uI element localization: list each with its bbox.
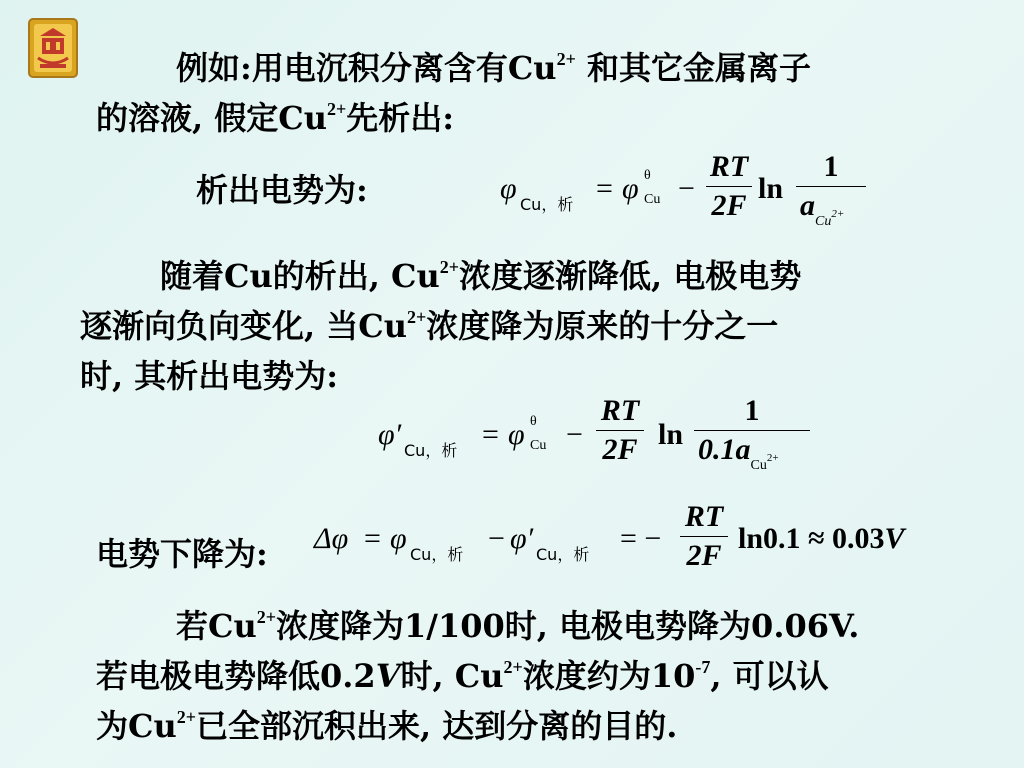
conclusion-line-2-text-a: 若电极电势降低0.2 [96,657,376,695]
superscript: 2+ [439,257,460,277]
result-value: ln0.1 ≈ 0.03 [738,522,885,555]
inner-fraction [694,394,810,473]
superscript: 2+ [407,307,427,327]
fraction-bar [596,430,644,431]
conclusion-line-2-text-d: , 可以认 [710,657,829,695]
intro-line-2 [96,92,454,144]
fraction-denominator: 2F [711,189,747,222]
inner-denominator [694,433,810,473]
conclusion-line-2 [96,650,829,702]
inner-fraction-bar [694,430,810,431]
phi-subscript: Cu，析 [520,195,574,214]
explanation-line-2-text-b: 浓度降为原来的十分之一 [426,307,779,345]
fraction-denominator: 2F [686,539,722,572]
phi-symbol: φ [390,522,407,555]
activity-superscript: 2+ [831,208,845,220]
superscript: 2+ [256,607,277,627]
equals-sign: = [596,172,613,205]
fraction-numerator: RT [600,394,640,427]
explanation-line-1-text-a: 随着Cu的析出, Cu [160,257,440,295]
phi-prime-subscript: Cu，析 [536,545,590,564]
equation-3 [314,500,944,590]
result-expression [738,522,905,556]
intro-line-1-text-b: 和其它金属离子 [575,49,811,87]
inner-fraction-bar [796,186,866,187]
phi-subscript: Cu，析 [410,545,464,564]
rt-over-2f-fraction [596,394,644,467]
activity-superscript: 2+ [766,452,779,464]
phi-standard-symbol: φ [508,418,525,451]
conclusion-line-3-text-a: 为Cu [96,707,177,745]
inner-denominator [796,189,866,229]
conclusion-line-2-text-c: 浓度约为10 [522,657,696,695]
superscript: 2+ [176,707,197,727]
ln-operator: ln [658,418,684,451]
activity-subscript: Cu [815,214,832,229]
conclusion-line-3-text-b: 已全部沉积出来, 达到分离的目的. [196,707,678,745]
minus-sign: − [488,522,505,555]
conclusion-line-1 [176,600,859,652]
delta-phi-symbol: Δφ [314,522,349,555]
explanation-line-2 [80,300,778,352]
superscript: 2+ [556,49,576,69]
exponent: -7 [695,657,711,677]
equation-2 [378,392,838,487]
equals-sign: = [482,418,499,451]
fraction-denominator: 2F [602,433,638,466]
conclusion-line-1-text-a: 若Cu [176,607,257,645]
minus-sign: − [678,172,695,205]
phi-prime-symbol: φ′ [510,522,534,555]
intro-line-1 [176,42,811,94]
phi-symbol: φ [500,172,517,205]
theta-superscript: θ [644,168,651,183]
theta-superscript: θ [530,414,537,429]
fraction-bar [706,186,752,187]
activity-term: 0.1a [698,433,751,466]
inner-fraction [796,150,866,229]
inner-numerator: 1 [823,150,839,183]
explanation-line-2-text-a: 逐渐向负向变化, 当Cu [80,307,408,345]
phi-prime-symbol: φ′ [378,418,402,451]
intro-line-1-text-a: 例如:用电沉积分离含有Cu [176,49,557,87]
fraction-numerator: RT [709,150,749,183]
deposition-potential-label: 析出电势为: [196,171,368,209]
minus-sign: − [566,418,583,451]
conclusion-line-2-text-b: 时, Cu [400,657,504,695]
inner-numerator: 1 [744,394,760,427]
rt-over-2f-fraction [706,150,752,223]
university-logo-icon [28,18,78,78]
fraction-numerator: RT [684,500,724,533]
voltage-unit: V [375,657,401,695]
equals-sign-2: = − [620,522,662,555]
ln-operator: ln [758,172,784,205]
activity-symbol: a [800,189,815,222]
explanation-line-1 [160,250,801,302]
explanation-line-3: 时, 其析出电势为: [80,357,339,395]
equals-sign: = [364,522,381,555]
superscript: 2+ [327,99,347,119]
std-subscript: Cu [530,438,547,453]
std-subscript: Cu [644,192,661,207]
phi-standard-symbol: φ [622,172,639,205]
equation-1 [500,150,880,240]
rt-over-2f-fraction [680,500,728,573]
explanation-line-1-text-b: 浓度逐渐降低, 电极电势 [459,257,802,295]
fraction-bar [680,536,728,537]
intro-line-2-text-b: 先析出: [346,99,455,137]
potential-drop-label: 电势下降为: [96,535,268,573]
activity-subscript: Cu [750,458,767,473]
result-unit: V [884,522,905,555]
conclusion-line-3 [96,700,677,752]
phi-prime-subscript: Cu，析 [404,441,458,460]
superscript: 2+ [503,657,523,677]
intro-line-2-text-a: 的溶液, 假定Cu [96,99,328,137]
conclusion-line-1-text-b: 浓度降为1/100时, 电极电势降为0.06V. [276,607,860,645]
